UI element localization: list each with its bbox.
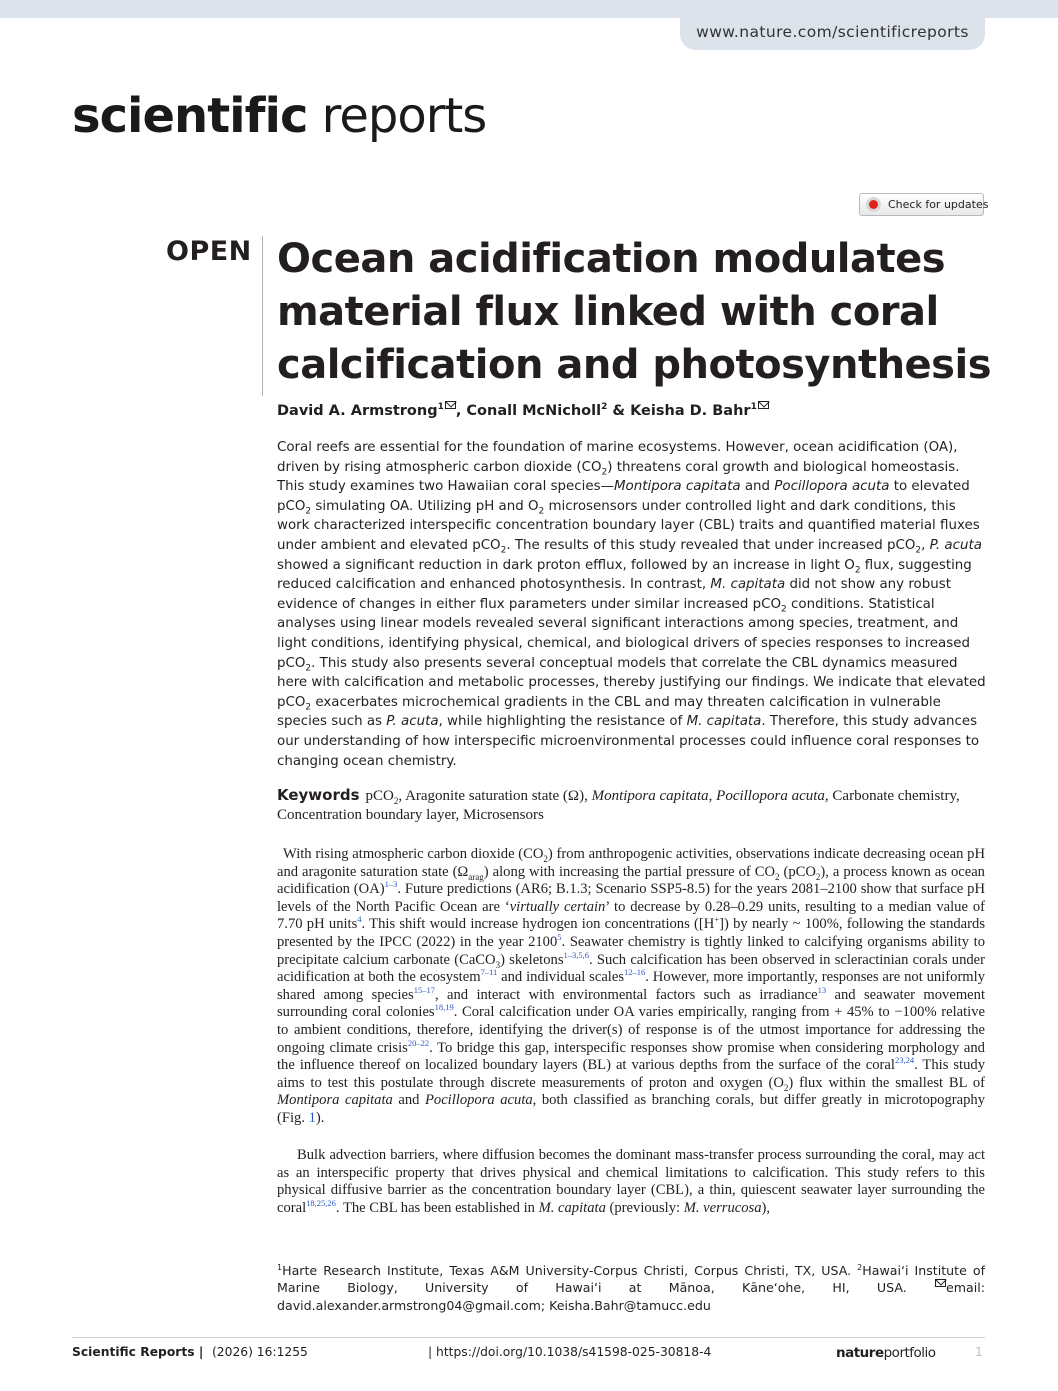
body-text: , and interact with environmental factors such as irradiance xyxy=(434,986,818,1003)
body-text: . Future predictions (AR6; B.1.3; Scenario SSP5-8.5) for the years 2081–2100 show that surface pH levels of the North Pacific Ocean are ‘ xyxy=(277,881,985,915)
journal-logo[interactable] xyxy=(72,88,486,144)
body-text: . Such calcification has been observed in scleractinian corals under acidification at both the ecosystem xyxy=(277,951,985,986)
publisher-logo xyxy=(836,1345,936,1361)
publisher-logo-bold: nature xyxy=(836,1345,884,1361)
citation-link[interactable]: 20–22 xyxy=(407,1037,430,1048)
subscript: 2 xyxy=(393,796,399,806)
author-name[interactable]: Conall McNicholl xyxy=(466,402,602,419)
abstract-text: and xyxy=(740,479,775,495)
body-text: . However, more importantly, responses are not uniformly shared among species xyxy=(277,969,986,1003)
abstract-text: , xyxy=(921,537,930,553)
superscript: + xyxy=(714,914,720,925)
species-name: Pocillopora acuta xyxy=(716,788,825,804)
subscript: 2 xyxy=(774,871,780,882)
species-name: M. capitata xyxy=(686,714,762,730)
abstract-text: . This study also presents several conceptual models that correlate the CBL dynamics measured here with calcification and metabolic processes, thereby justifying our findings. We indicate that elevated pCO xyxy=(277,655,986,710)
body-text: (previously: xyxy=(605,1199,684,1216)
footer-year-volume: (2026) 16:1255 xyxy=(212,1345,308,1359)
abstract-text: did not show any robust evidence of changes in either flux parameters under similar increased pCO xyxy=(277,577,951,612)
page-number: 1 xyxy=(975,1345,983,1359)
author-name[interactable]: Keisha D. Bahr xyxy=(630,402,751,419)
abstract-text: exacerbates microchemical gradients in the CBL and may threaten calcification in vulnerable species such as xyxy=(277,694,941,730)
author-affil: 2 xyxy=(601,402,608,412)
species-name: M. capitata xyxy=(710,577,786,593)
abstract-text: showed a significant reduction in dark proton efflux, followed by an increase in light O xyxy=(277,557,855,573)
citation-link[interactable]: 5 xyxy=(557,932,562,943)
author-separator: & xyxy=(607,402,631,419)
species-name: Montipora capitata xyxy=(277,1092,393,1109)
body-text: ) skeletons xyxy=(500,951,564,968)
subscript: 2 xyxy=(543,853,548,864)
email-icon xyxy=(935,1279,946,1287)
species-name: Pocillopora acuta xyxy=(424,1092,533,1109)
affil-number: 2 xyxy=(857,1262,863,1272)
citation-link[interactable]: 13 xyxy=(817,984,827,995)
body-text: . Coral calcification under OA varies empirically, ranging from + 45% to −100% relative to ambient conditions, therefore, identifying the driver(s) of response is of the utmost importance for addressing the ongoing climate crisis xyxy=(277,1004,985,1056)
abstract-text: microsensors under controlled light and dark conditions, this work characterized interspecific concentration boundary layer (CBL) traits and quantified material fluxes under ambient and elevated pCO xyxy=(277,498,980,553)
keywords-label: Keywords xyxy=(277,786,360,804)
body-text: , both classified as branching corals, but differ greatly in microtopography (Fig. xyxy=(277,1092,985,1126)
body-text: ’ to decrease by 0.28–0.29 units, resulting to a median value of 7.70 pH units xyxy=(277,898,985,933)
citation-link[interactable]: 15–17 xyxy=(413,984,435,995)
citation-link[interactable]: 18,25,26 xyxy=(306,1197,336,1208)
citation-link[interactable]: 1–3 xyxy=(384,879,398,890)
citation-link[interactable]: 18,19 xyxy=(434,1002,454,1013)
body-text: and individual scales xyxy=(497,969,625,986)
journal-logo-light: reports xyxy=(321,88,487,144)
subscript: 2 xyxy=(538,506,545,517)
abstract-text: simulating OA. Utilizing pH and O xyxy=(311,498,539,514)
journal-logo-bold: scientific xyxy=(72,88,308,144)
citation-link[interactable]: 4 xyxy=(357,914,362,925)
body-text: ) along with increasing the partial pressure of CO xyxy=(483,863,775,880)
email-icon[interactable] xyxy=(445,401,456,409)
affiliation-text: Harte Research Institute, Texas A&M University-Corpus Christi, Corpus Christi, TX, USA. xyxy=(282,1263,858,1278)
species-name: Montipora capitata xyxy=(591,788,709,804)
abstract-text: flux, suggesting reduced calcification and enhanced photosynthesis. In contrast, xyxy=(277,557,972,593)
figure-link[interactable]: 1 xyxy=(308,1109,316,1126)
body-text: . The CBL has been established in xyxy=(335,1199,539,1216)
subscript: 2 xyxy=(305,506,312,517)
species-name: M. verrucosa xyxy=(683,1199,762,1216)
affil-number: 1 xyxy=(277,1262,283,1272)
author-list xyxy=(277,401,987,419)
author-affil: 1 xyxy=(750,402,757,412)
body-text: . To bridge this gap, interspecific responses show promise when considering morphology and the influence thereof on localized boundary layers (BL) at various depths from the surface of the coral xyxy=(277,1039,985,1074)
publisher-logo-light: portfolio xyxy=(883,1345,936,1361)
body-text: Bulk advection barriers, where diffusion becomes the dominant mass-transfer process surrounding the coral, may act as an interspecific property that drives physical and chemical limitations to calcification. This study refers to this physical diffusive barrier as the concentration boundary layer (CBL), a thin, quiescent seawater layer surrounding the coral xyxy=(277,1147,985,1216)
title-divider xyxy=(262,236,263,396)
keyword-text: , xyxy=(708,788,717,804)
affiliation-text: Hawaiʻi Institute of Marine Biology, University of Hawaiʻi at Mānoa, Kāneʻohe, HI, USA. xyxy=(277,1263,985,1296)
subscript: 3 xyxy=(495,959,501,970)
footer-journal: Scientific Reports | xyxy=(72,1345,204,1359)
emphasis: virtually certain xyxy=(509,898,606,915)
body-text: and seawater movement surrounding coral colonies xyxy=(277,986,986,1021)
body-text: ) from anthropogenic activities, observations indicate decreasing ocean pH and aragonite saturation state (Ω xyxy=(277,846,986,880)
citation-link[interactable]: 23,24 xyxy=(894,1055,915,1066)
abstract-text: . The results of this study revealed that under increased pCO xyxy=(506,537,916,553)
author-name[interactable]: David A. Armstrong xyxy=(277,402,438,419)
email-icon[interactable] xyxy=(758,401,769,409)
abstract-text: conditions. Statistical analyses using linear models revealed several significant interactions among species, treatment, and light conditions, identifying physical, chemical, and biological drivers of species responses to increased pCO xyxy=(277,596,970,671)
keyword-text: pCO xyxy=(365,788,394,804)
abstract xyxy=(277,438,987,771)
species-name: Montipora capitata xyxy=(614,479,741,495)
affiliations xyxy=(277,1262,985,1314)
body-text: . This shift would increase hydrogen ion concentrations ([H xyxy=(361,916,715,933)
citation-link[interactable]: 7–11 xyxy=(480,967,498,978)
subscript: 2 xyxy=(305,702,312,713)
subscript: 2 xyxy=(915,545,922,556)
subscript: 2 xyxy=(601,467,608,478)
email-addresses[interactable]: email: david.alexander.armstrong04@gmail.com; Keisha.Bahr@tamucc.edu xyxy=(277,1280,985,1313)
species-name: M. capitata xyxy=(538,1199,606,1216)
keywords xyxy=(277,786,987,825)
author-separator: , xyxy=(455,402,467,419)
body-paragraph-1 xyxy=(277,846,985,1128)
body-text: ). xyxy=(315,1109,325,1126)
body-text: and xyxy=(392,1092,425,1109)
citation-link[interactable]: 12–16 xyxy=(624,967,646,978)
keyword-text: , Carbonate chemistry, Concentration boundary layer, Microsensors xyxy=(277,788,960,823)
body-text: . Seawater chemistry is tightly linked to calcifying organisms ability to precipitate calcium carbonate (CaCO xyxy=(277,933,985,968)
abstract-text: , while highlighting the resistance of xyxy=(438,714,687,730)
body-text: ), a process known as ocean acidification (OA) xyxy=(277,863,985,898)
body-paragraph-2 xyxy=(277,1147,985,1217)
update-badge-icon xyxy=(866,197,881,212)
body-text: ) flux within the smallest BL of xyxy=(788,1074,985,1091)
author-affil: 1 xyxy=(437,402,444,412)
subscript: 2 xyxy=(500,545,507,556)
species-name: P. acuta xyxy=(929,537,982,553)
abstract-text: . Therefore, this study advances our understanding of how interspecific microenvironmental processes could influence coral responses to changing ocean chemistry. xyxy=(277,714,980,769)
abstract-text: ) threatens coral growth and biological homeostasis. This study examines two Hawaiian coral species— xyxy=(277,459,960,495)
keyword-text: , Aragonite saturation state (Ω), xyxy=(398,788,592,804)
open-access-label: OPEN xyxy=(166,236,252,267)
abstract-text: to elevated pCO xyxy=(277,479,970,514)
footer-doi[interactable]: | https://doi.org/10.1038/s41598-025-30818-4 xyxy=(428,1345,712,1359)
body-text: ), xyxy=(761,1199,771,1216)
url-tab[interactable] xyxy=(680,15,985,50)
body-text: With rising atmospheric carbon dioxide (CO xyxy=(283,846,544,862)
species-name: P. acuta xyxy=(386,714,439,730)
footer-divider xyxy=(72,1337,985,1338)
body-text: ]) by nearly ~ 100%, following the standards presented by the IPCC (2022) in the year 2100 xyxy=(277,916,985,950)
check-for-updates-button[interactable] xyxy=(859,193,989,216)
subscript: 2 xyxy=(854,565,861,576)
check-for-updates-label: Check for updates xyxy=(888,198,989,211)
body-text: . This study aims to test this postulate through discrete measurements of proton and oxygen (O xyxy=(277,1057,985,1091)
body-text: (pCO xyxy=(779,863,816,880)
subscript: 2 xyxy=(305,663,312,674)
species-name: Pocillopora acuta xyxy=(774,479,890,495)
citation-link[interactable]: 1–3,5,6 xyxy=(563,949,589,960)
journal-url[interactable]: www.nature.com/scientificreports xyxy=(696,23,969,41)
article-title: Ocean acidification modulates material flux linked with coral calcification and photosynthesis xyxy=(277,236,991,388)
subscript: 2 xyxy=(815,871,821,882)
subscript: 2 xyxy=(783,1082,789,1093)
subscript: 2 xyxy=(781,604,787,615)
subscript: arag xyxy=(468,871,484,882)
abstract-text: Coral reefs are essential for the foundation of marine ecosystems. However, ocean acidification (OA), driven by rising atmospheric carbon dioxide (CO xyxy=(277,440,958,475)
